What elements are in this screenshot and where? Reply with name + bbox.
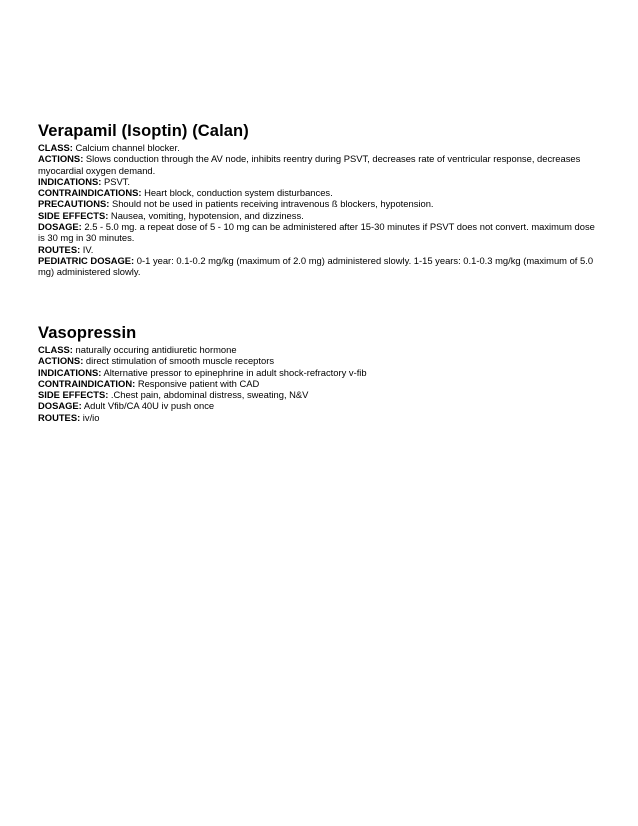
field-value: direct stimulation of smooth muscle receptors	[83, 355, 275, 367]
field-value: Responsive patient with CAD	[135, 377, 260, 389]
field-value: Heart block, conduction system disturbances.	[141, 187, 333, 199]
field-indications	[38, 176, 604, 187]
field-side-effects	[38, 210, 604, 221]
field-class	[38, 344, 604, 355]
field-value: 2.5 - 5.0 mg. a repeat dose of 5 - 10 mg can be administered after 15-30 minutes if PSVT does not convert. maximum dose is 30 mg in 30 minutes.	[38, 221, 595, 244]
field-class	[38, 142, 604, 153]
field-label: DOSAGE:	[38, 400, 82, 412]
field-label: DOSAGE:	[38, 221, 82, 233]
field-value: Nausea, vomiting, hypotension, and dizziness.	[108, 209, 304, 221]
field-value: 0-1 year: 0.1-0.2 mg/kg (maximum of 2.0 mg) administered slowly. 1-15 years: 0.1-0.3 mg/kg (maximum of 5.0 mg) administered slowly.	[38, 254, 594, 278]
drug-entry-verapamil	[38, 121, 604, 278]
field-contraindications	[38, 187, 604, 198]
field-label: ACTIONS:	[38, 355, 84, 367]
field-routes	[38, 412, 604, 423]
field-label: ACTIONS:	[38, 153, 84, 165]
field-contraindication	[38, 378, 604, 389]
field-label: CONTRAINDICATIONS:	[38, 187, 142, 199]
field-label: INDICATIONS:	[38, 175, 102, 187]
field-actions	[38, 153, 604, 176]
field-precautions	[38, 198, 604, 209]
field-value: .Chest pain, abdominal distress, sweating, N&V	[108, 389, 309, 401]
drug-entry-vasopressin	[38, 323, 604, 423]
field-dosage	[38, 221, 604, 244]
field-label: SIDE EFFECTS:	[38, 209, 109, 221]
field-label: PEDIATRIC DOSAGE:	[38, 254, 135, 266]
field-label: PRECAUTIONS:	[38, 198, 110, 210]
field-value: Should not be used in patients receiving intravenous ß blockers, hypotension.	[109, 198, 434, 210]
field-value: Calcium channel blocker.	[72, 142, 180, 153]
field-value: Slows conduction through the AV node, inhibits reentry during PSVT, decreases rate of ventricular response, decreases myocardial oxygen demand.	[38, 153, 581, 176]
field-value: IV.	[80, 243, 94, 255]
field-label: CLASS:	[38, 344, 73, 355]
field-value: Alternative pressor to epinephrine in adult shock-refractory v-fib	[101, 366, 367, 378]
field-label: ROUTES:	[38, 411, 81, 423]
field-side-effects	[38, 389, 604, 400]
field-dosage	[38, 400, 604, 411]
field-label: INDICATIONS:	[38, 366, 102, 378]
field-indications	[38, 367, 604, 378]
drug-title: Verapamil (Isoptin) (Calan)	[38, 122, 249, 140]
field-label: SIDE EFFECTS:	[38, 389, 109, 401]
field-value: PSVT.	[101, 175, 131, 187]
field-value: Adult Vfib/CA 40U iv push once	[81, 400, 215, 412]
drug-title: Vasopressin	[38, 324, 137, 342]
field-pediatric-dosage	[38, 255, 604, 278]
field-actions	[38, 355, 604, 366]
field-routes	[38, 244, 604, 255]
field-label: ROUTES:	[38, 243, 81, 255]
field-value: iv/io	[80, 411, 100, 423]
field-label: CONTRAINDICATION:	[38, 377, 136, 389]
field-label: CLASS:	[38, 142, 73, 153]
field-value: naturally occuring antidiuretic hormone	[72, 344, 237, 355]
